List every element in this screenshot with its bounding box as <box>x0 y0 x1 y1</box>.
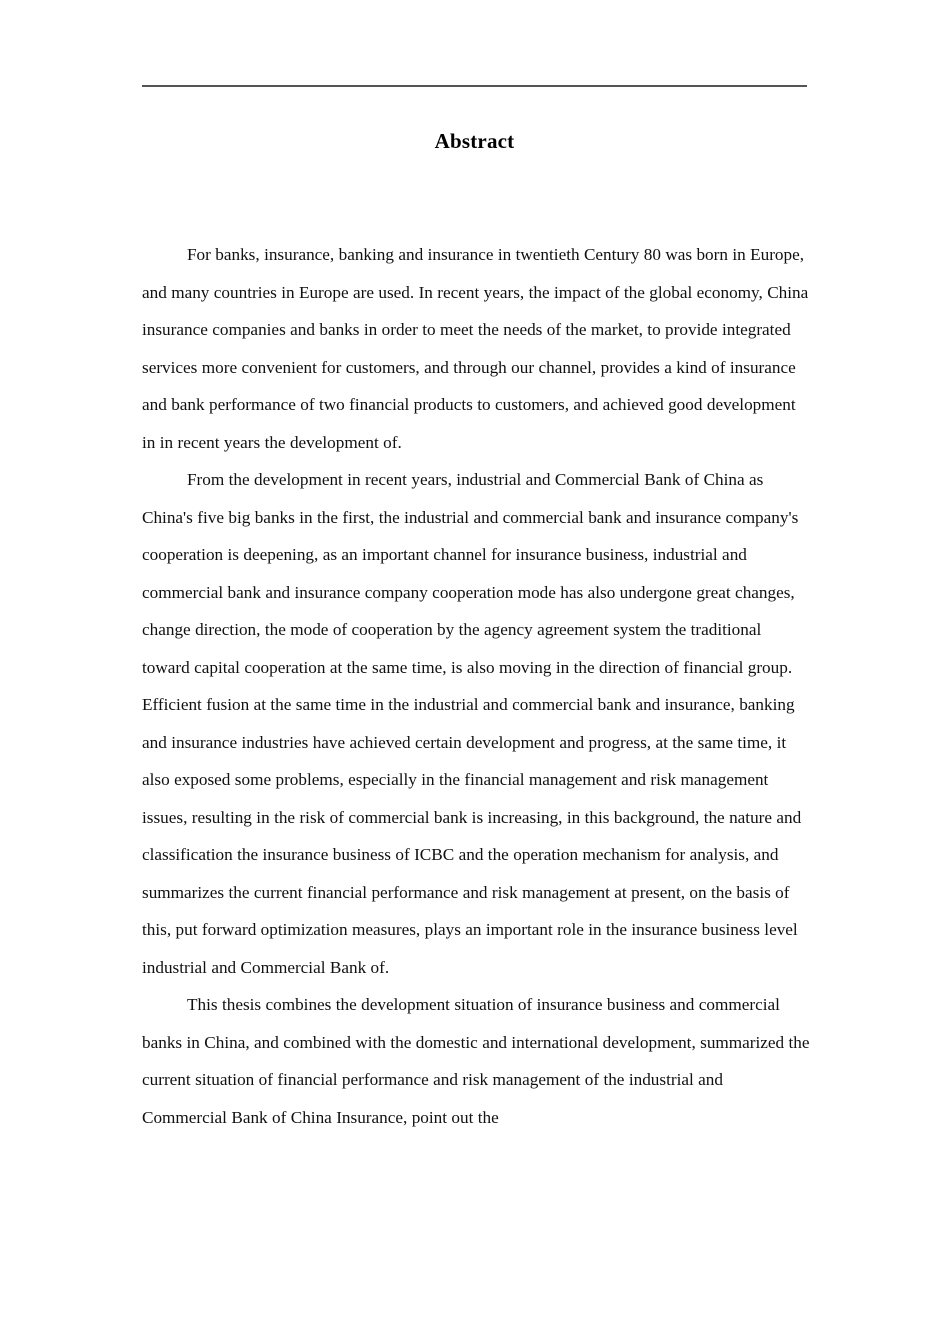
abstract-paragraph-1: For banks, insurance, banking and insurance in twentieth Century 80 was born in Europe, and many countries in Europe are used. In recent years, the impact of the global economy, China insurance companies and banks in order to meet the needs of the market, to provide integrated services more convenient for customers, and through our channel, provides a kind of insurance and bank performance of two financial products to customers, and achieved good development in in recent years the development of. <box>142 245 809 452</box>
abstract-paragraph-3: This thesis combines the development situation of insurance business and commercial banks in China, and combined with the domestic and international development, summarized the current situation of financial performance and risk management of the industrial and Commercial Bank of China Insurance, point out the <box>142 995 810 1127</box>
page-title: Abstract <box>434 129 515 153</box>
abstract-paragraph-2: From the development in recent years, industrial and Commercial Bank of China as China's five big banks in the first, the industrial and commercial bank and insurance company's cooperation is deepening, as an important channel for insurance business, industrial and commercial bank and insurance company cooperation mode has also undergone great changes, change direction, the mode of cooperation by the agency agreement system the traditional toward capital cooperation at the same time, is also moving in the direction of financial group. Efficient fusion at the same time in the industrial and commercial bank and insurance, banking and insurance industries have achieved certain development and progress, at the same time, it also exposed some problems, especially in the financial management and risk management issues, resulting in the risk of commercial bank is increasing, in this background, the nature and classification the insurance business of ICBC and the operation mechanism for analysis, and summarizes the current financial performance and risk management at present, on the basis of this, put forward optimization measures, plays an important role in the insurance business level industrial and Commercial Bank of. <box>142 470 802 977</box>
header-horizontal-rule <box>142 85 807 87</box>
abstract-body <box>142 236 810 1136</box>
page-title-block <box>142 128 807 154</box>
